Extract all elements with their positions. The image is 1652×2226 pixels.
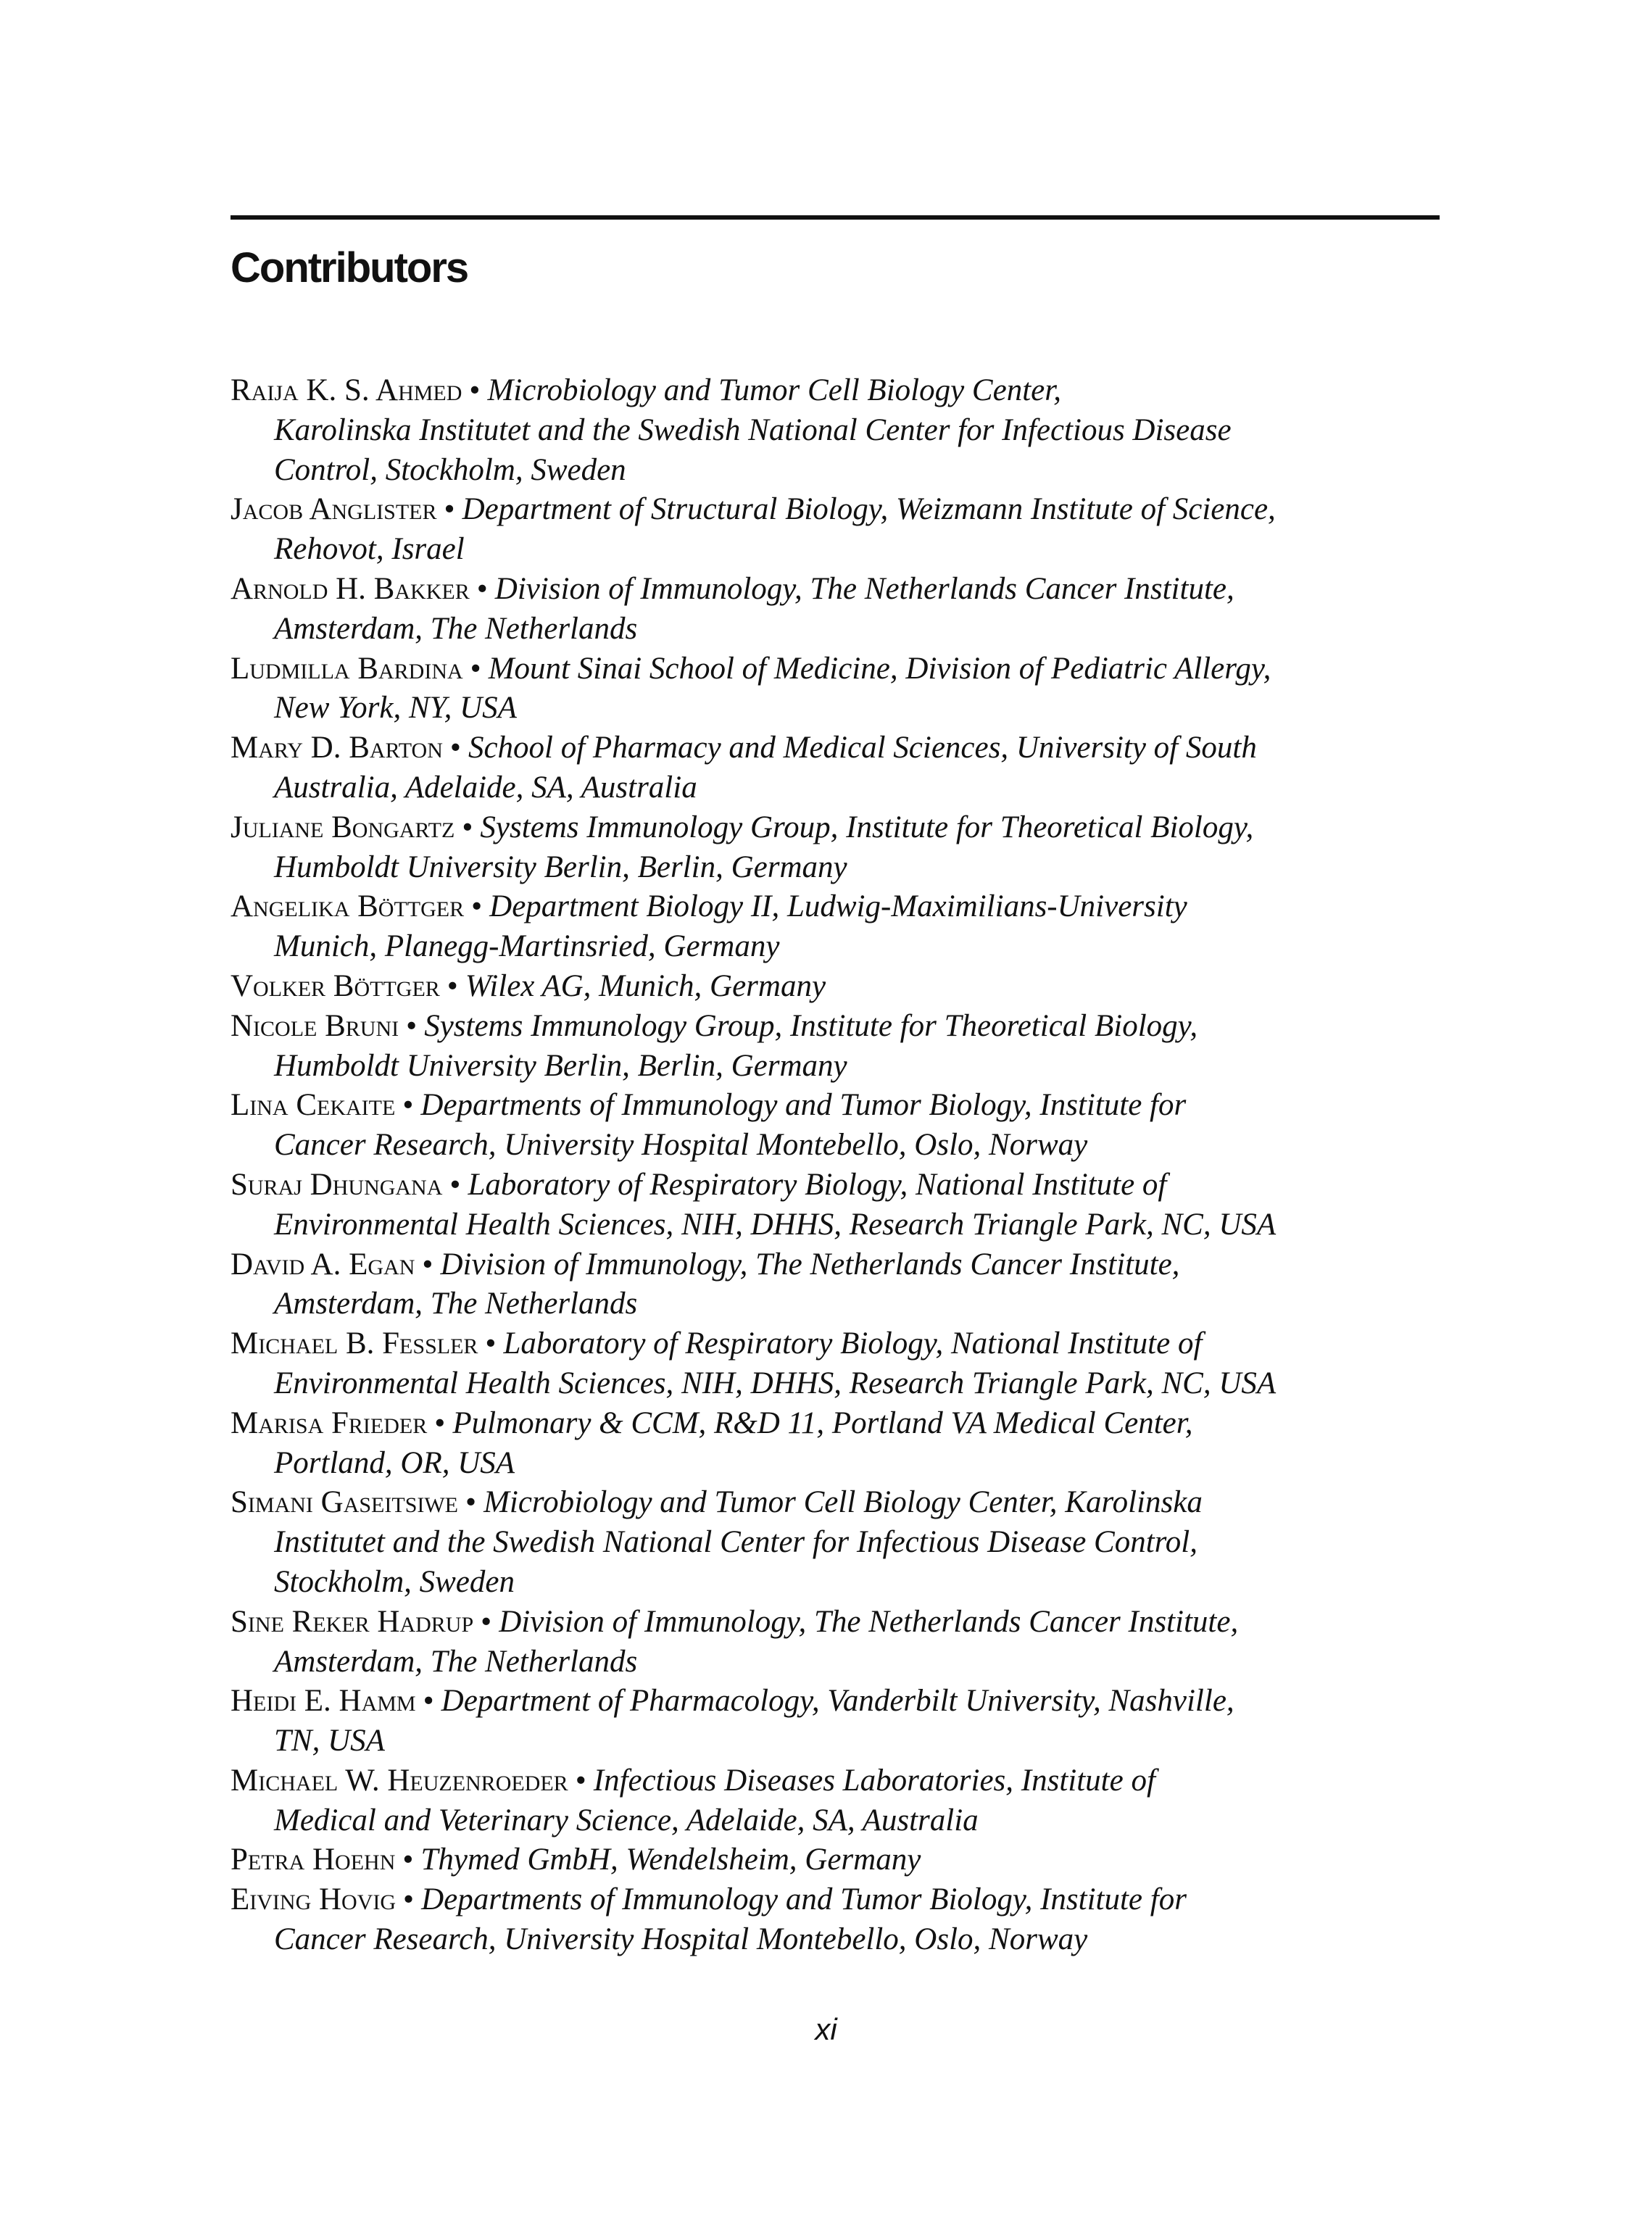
bullet-separator: •: [406, 1008, 418, 1043]
contributor-name: Nicole Bruni: [231, 1008, 399, 1043]
contributor-entry: [231, 887, 1463, 967]
bullet-separator: •: [447, 968, 458, 1003]
contributor-name: Simani Gaseitsiwe: [231, 1485, 459, 1520]
affiliation-line: Cancer Research, University Hospital Montebello, Oslo, Norway: [274, 1128, 1088, 1163]
bullet-separator: •: [403, 1882, 415, 1917]
affiliation-line: Control, Stockholm, Sweden: [274, 452, 626, 487]
page-heading: Contributors: [231, 244, 468, 291]
contributor-name: Raija K. S. Ahmed: [231, 373, 462, 407]
bullet-separator: •: [449, 731, 461, 765]
affiliation-line: Thymed GmbH, Wendelsheim, Germany: [420, 1843, 921, 1877]
bullet-separator: •: [469, 373, 481, 407]
affiliation-line: Rehovot, Israel: [274, 532, 465, 567]
contributor-affiliation: [420, 1843, 921, 1877]
affiliation-line: Environmental Health Sciences, NIH, DHHS, Research Triangle Park, NC, USA: [274, 1207, 1277, 1242]
contributor-entry: [231, 1166, 1463, 1245]
affiliation-line: Microbiology and Tumor Cell Biology Center,: [487, 373, 1061, 407]
contributor-name: Angelika Böttger: [231, 889, 465, 924]
contributor-name: Sine Reker Hadrup: [231, 1604, 474, 1639]
affiliation-line: Department of Structural Biology, Weizmann Institute of Science,: [462, 492, 1276, 527]
contributor-name: Jacob Anglister: [231, 492, 437, 527]
contributor-entry: [231, 808, 1463, 888]
contributor-entry: [231, 490, 1463, 570]
affiliation-line: Division of Immunology, The Netherlands Cancer Institute,: [499, 1604, 1239, 1639]
affiliation-line: Departments of Immunology and Tumor Biology, Institute for: [420, 1088, 1187, 1123]
affiliation-line: TN, USA: [274, 1724, 385, 1758]
bullet-separator: •: [575, 1763, 586, 1798]
affiliation-line: Portland, OR, USA: [274, 1445, 515, 1480]
contributor-entry: [231, 1324, 1463, 1404]
bullet-separator: •: [485, 1326, 497, 1361]
bullet-separator: •: [465, 1485, 477, 1520]
bullet-separator: •: [481, 1604, 492, 1639]
contributor-name: Lina Cekaite: [231, 1088, 396, 1123]
contributor-entry: [231, 1086, 1463, 1166]
contributor-entry: [231, 1840, 1463, 1880]
bullet-separator: •: [402, 1843, 414, 1877]
contributor-entry: [231, 1404, 1463, 1484]
affiliation-line: Amsterdam, The Netherlands: [274, 611, 638, 646]
page-number: xi: [815, 2012, 837, 2046]
affiliation-line: Amsterdam, The Netherlands: [274, 1287, 638, 1321]
affiliation-line: Cancer Research, University Hospital Montebello, Oslo, Norway: [274, 1922, 1088, 1957]
contributor-name: Petra Hoehn: [231, 1843, 396, 1877]
bullet-separator: •: [470, 651, 481, 686]
contributor-list: [231, 371, 1463, 1960]
affiliation-line: Microbiology and Tumor Cell Biology Center, Karolinska: [483, 1485, 1203, 1520]
contributor-entry: [231, 1682, 1463, 1761]
affiliation-line: Mount Sinai School of Medicine, Division of Pediatric Allergy,: [488, 651, 1271, 686]
affiliation-line: Munich, Planegg-Martinsried, Germany: [274, 929, 780, 964]
contributor-name: David A. Egan: [231, 1247, 415, 1282]
contributor-entry: [231, 728, 1463, 808]
affiliation-line: Departments of Immunology and Tumor Biology, Institute for: [421, 1882, 1187, 1917]
contributor-entry: [231, 1483, 1463, 1602]
bullet-separator: •: [434, 1405, 446, 1440]
bullet-separator: •: [402, 1088, 414, 1123]
heading-rule: [231, 215, 1440, 220]
affiliation-line: Department Biology II, Ludwig-Maximilians-University: [489, 889, 1187, 924]
contributor-name: Heidi E. Hamm: [231, 1684, 416, 1719]
contributor-name: Michael W. Heuzenroeder: [231, 1763, 568, 1798]
affiliation-line: Systems Immunology Group, Institute for Theoretical Biology,: [424, 1008, 1198, 1043]
affiliation-line: Laboratory of Respiratory Biology, National Institute of: [503, 1326, 1203, 1361]
bullet-separator: •: [449, 1167, 461, 1202]
affiliation-line: School of Pharmacy and Medical Sciences, University of South: [468, 731, 1257, 765]
bullet-separator: •: [423, 1684, 434, 1719]
contributor-name: Ludmilla Bardina: [231, 651, 463, 686]
affiliation-line: New York, NY, USA: [274, 691, 517, 726]
bullet-separator: •: [422, 1247, 433, 1282]
bullet-separator: •: [462, 810, 473, 844]
affiliation-line: Pulmonary & CCM, R&D 11, Portland VA Medical Center,: [452, 1405, 1193, 1440]
contributor-name: Juliane Bongartz: [231, 810, 455, 844]
contributor-name: Volker Böttger: [231, 968, 440, 1003]
contributor-entry: [231, 570, 1463, 649]
affiliation-line: Australia, Adelaide, SA, Australia: [274, 770, 697, 805]
contributor-entry: [231, 1603, 1463, 1682]
affiliation-line: Medical and Veterinary Science, Adelaide, SA, Australia: [274, 1803, 979, 1837]
affiliation-line: Division of Immunology, The Netherlands Cancer Institute,: [440, 1247, 1180, 1282]
contributor-name: Arnold H. Bakker: [231, 571, 470, 606]
affiliation-line: Amsterdam, The Netherlands: [274, 1644, 638, 1679]
affiliation-line: Laboratory of Respiratory Biology, National Institute of: [468, 1167, 1167, 1202]
bullet-separator: •: [444, 492, 455, 527]
contributor-entry: [231, 1761, 1463, 1841]
contributor-entry: [231, 371, 1463, 490]
affiliation-line: Infectious Diseases Laboratories, Institute of: [593, 1763, 1155, 1798]
contributor-affiliation: [465, 969, 826, 1003]
bullet-separator: •: [476, 571, 488, 606]
affiliation-line: Department of Pharmacology, Vanderbilt University, Nashville,: [441, 1684, 1234, 1719]
contributor-entry: [231, 1245, 1463, 1325]
contributor-name: Suraj Dhungana: [231, 1167, 443, 1202]
affiliation-line: Stockholm, Sweden: [274, 1564, 515, 1599]
contributor-name: Eiving Hovig: [231, 1882, 397, 1917]
affiliation-line: Systems Immunology Group, Institute for Theoretical Biology,: [480, 810, 1254, 844]
contributor-entry: [231, 649, 1463, 729]
contributor-name: Michael B. Fessler: [231, 1326, 478, 1361]
affiliation-line: Wilex AG, Munich, Germany: [465, 968, 826, 1003]
bullet-separator: •: [471, 889, 483, 924]
contributor-name: Marisa Frieder: [231, 1405, 428, 1440]
contributor-name: Mary D. Barton: [231, 731, 443, 765]
affiliation-line: Humboldt University Berlin, Berlin, Germany: [274, 850, 847, 884]
contributor-entry: [231, 967, 1463, 1007]
affiliation-line: Institutet and the Swedish National Center for Infectious Disease Control,: [274, 1525, 1198, 1560]
affiliation-line: Division of Immunology, The Netherlands Cancer Institute,: [494, 571, 1234, 606]
affiliation-line: Karolinska Institutet and the Swedish National Center for Infectious Disease: [274, 412, 1232, 447]
contributor-entry: [231, 1007, 1463, 1087]
affiliation-line: Humboldt University Berlin, Berlin, Germany: [274, 1048, 847, 1083]
contributor-entry: [231, 1880, 1463, 1960]
affiliation-line: Environmental Health Sciences, NIH, DHHS, Research Triangle Park, NC, USA: [274, 1366, 1277, 1400]
